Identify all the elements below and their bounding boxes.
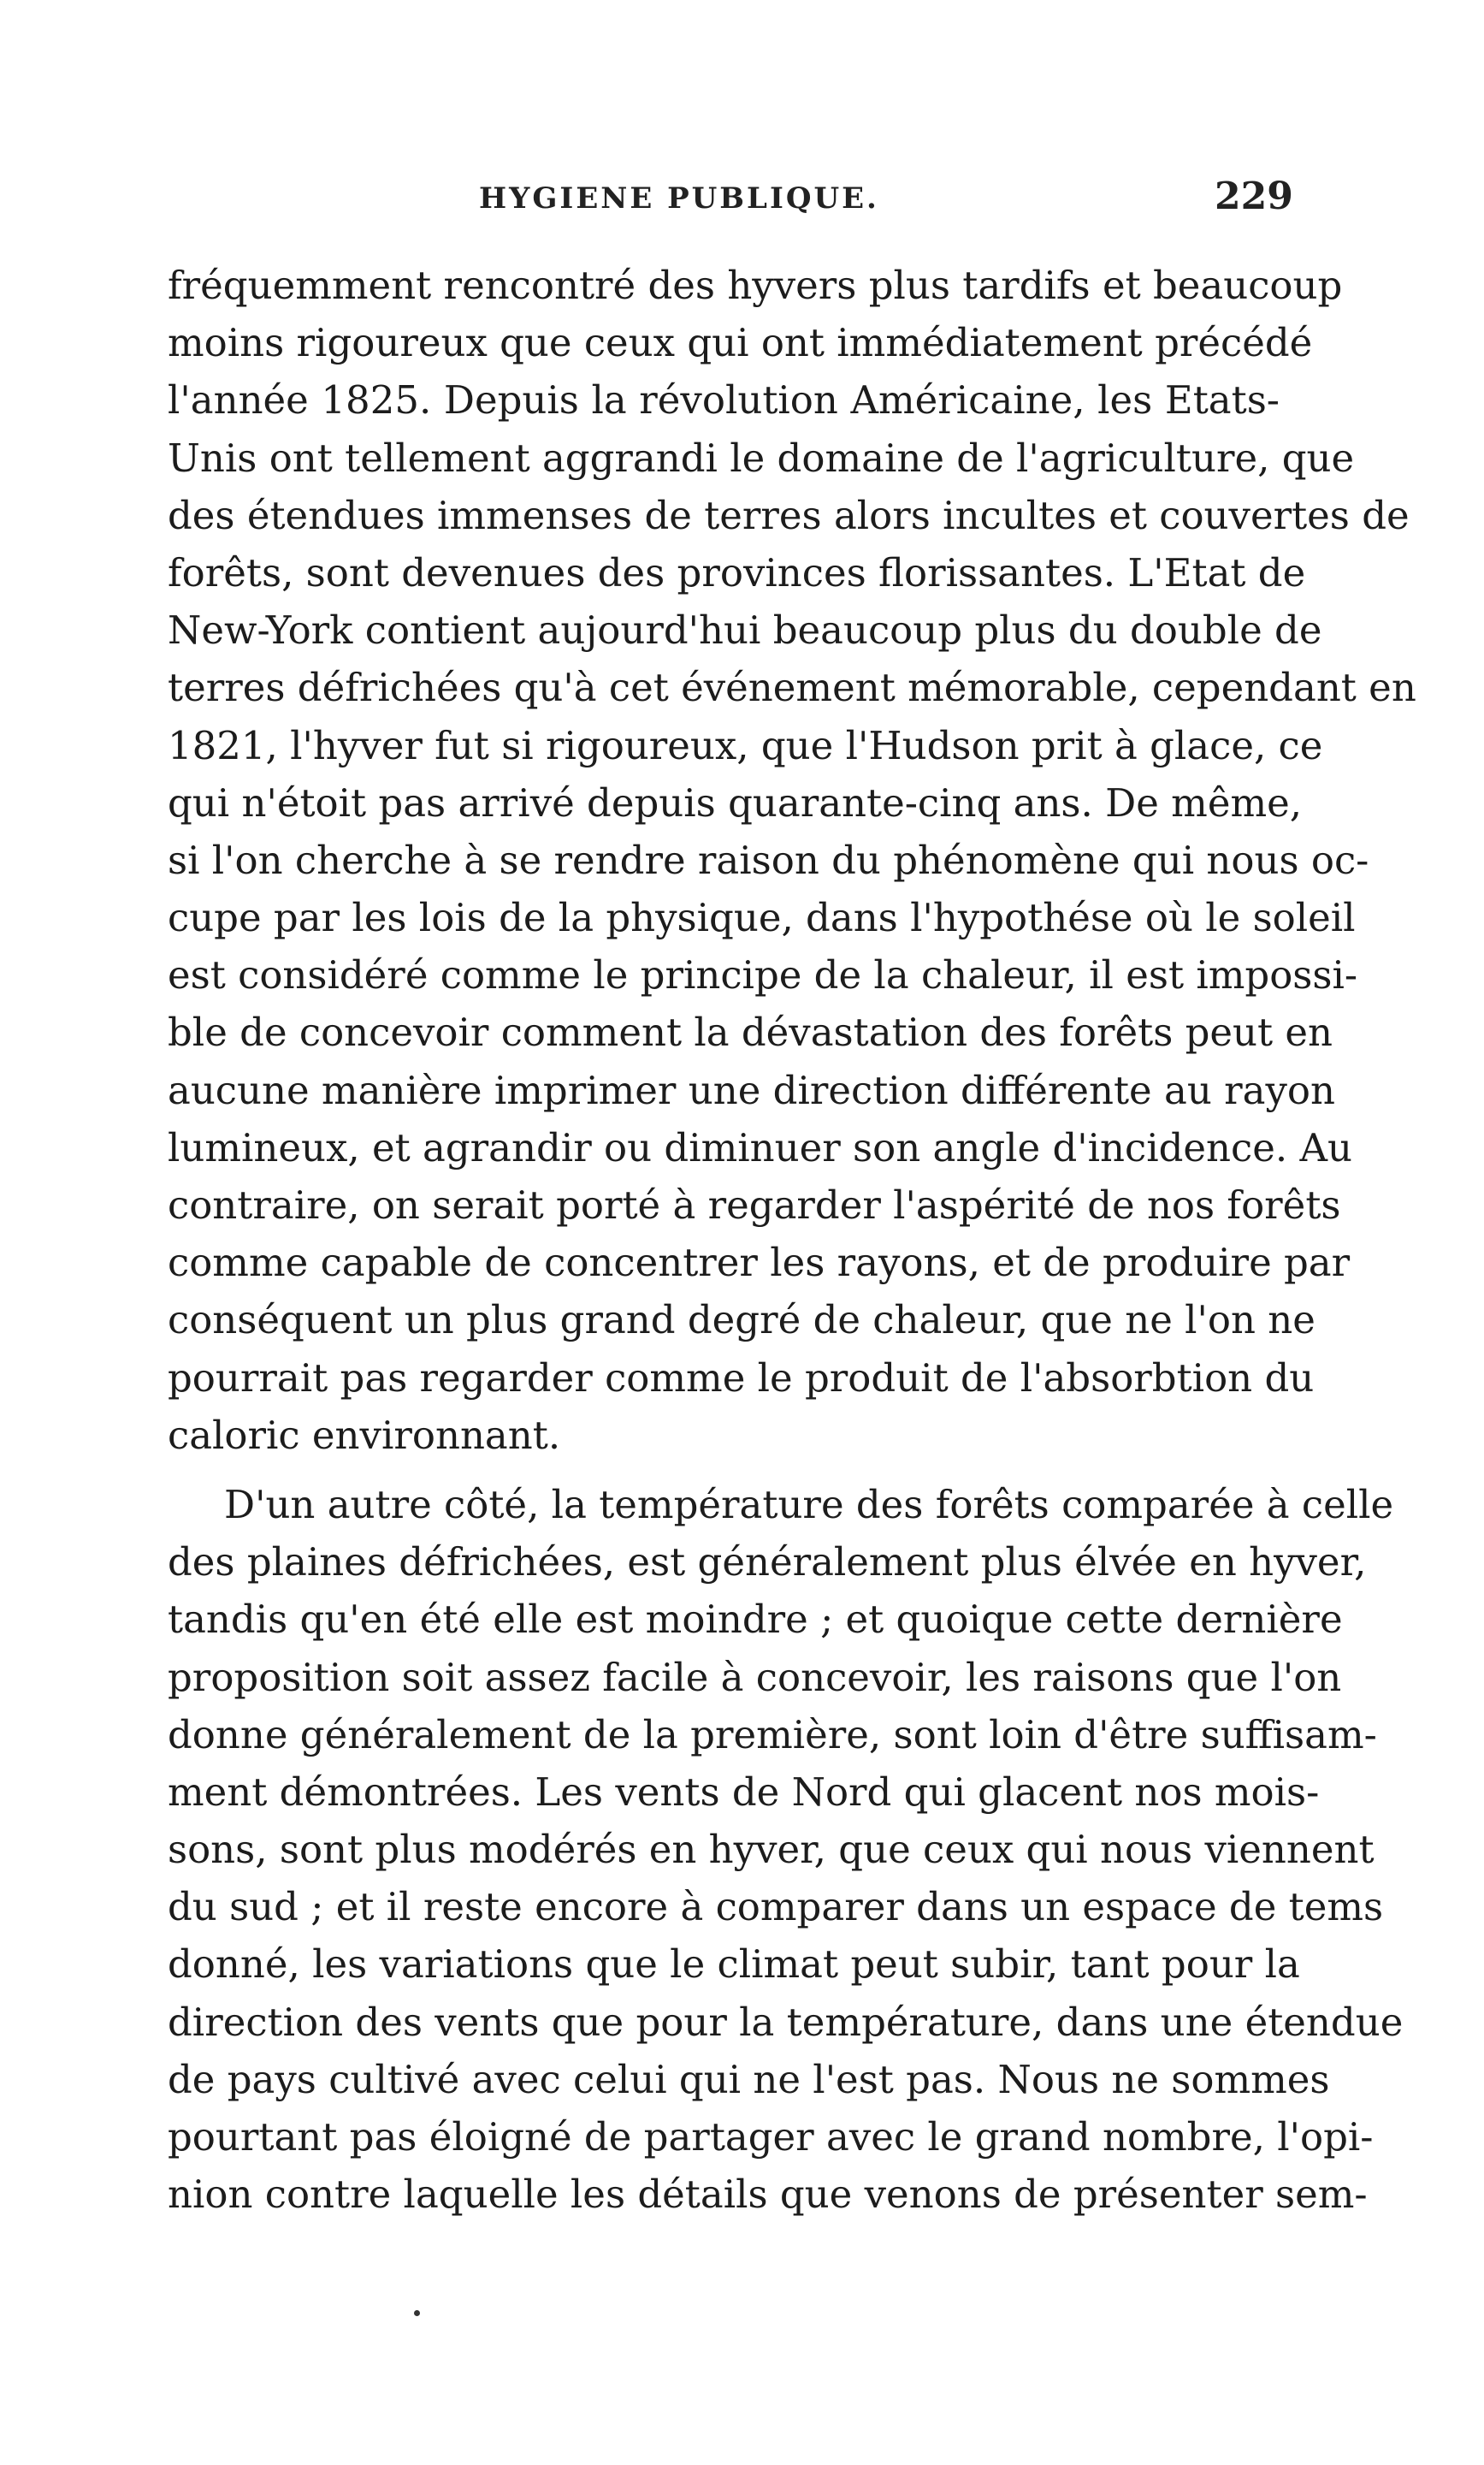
text-line: qui n'étoit pas arrivé depuis quarante-cinq ans. De même, (168, 779, 1303, 826)
text-line: tandis qu'en été elle est moindre ; et quoique cette dernière (168, 1597, 1343, 1643)
text-line: pourtant pas éloigné de partager avec le grand nombre, l'opi- (168, 2114, 1374, 2160)
text-line: New-York contient aujourd'hui beaucoup plus du double de (168, 607, 1322, 654)
text-line: contraire, on serait porté à regarder l'aspérité de nos forêts (168, 1182, 1341, 1228)
text-line: lumineux, et agrandir ou diminuer son angle d'incidence. Au (168, 1124, 1352, 1170)
text-line: du sud ; et il reste encore à comparer dans un espace de tems (168, 1884, 1384, 1930)
text-line: sons, sont plus modérés en hyver, que ceux qui nous viennent (168, 1827, 1375, 1873)
text-line: forêts, sont devenues des provinces florissantes. L'Etat de (168, 549, 1306, 596)
running-title: HYGIENE PUBLIQUE. (479, 181, 879, 216)
text-line: conséquent un plus grand degré de chaleur, que ne l'on ne (168, 1297, 1315, 1343)
text-line: des étendues immenses de terres alors incultes et couvertes de (168, 492, 1410, 538)
text-line: comme capable de concentrer les rayons, et de produire par (168, 1240, 1351, 1286)
text-line: ment démontrées. Les vents de Nord qui glacent nos mois- (168, 1769, 1320, 1815)
text-line: moins rigoureux que ceux qui ont immédiatement précédé (168, 320, 1313, 366)
text-line: pourrait pas regarder comme le produit de l'absorbtion du (168, 1354, 1315, 1401)
text-line: fréquemment rencontré des hyvers plus tardifs et beaucoup (168, 263, 1343, 308)
text-line: terres défrichées qu'à cet événement mémorable, cependant en (168, 665, 1416, 711)
text-line: de pays cultivé avec celui qui ne l'est pas. Nous ne sommes (168, 2056, 1330, 2102)
text-line: est considéré comme le principe de la chaleur, il est impossi- (168, 952, 1358, 998)
body-text (168, 257, 1416, 2223)
paragraph-gap (168, 1464, 1280, 1476)
text-line: direction des vents que pour la température, dans une étendue (168, 1999, 1404, 2045)
text-line: si l'on cherche à se rendre raison du phénomène qui nous oc- (168, 837, 1369, 883)
text-line: ble de concevoir comment la dévastation des forêts peut en (168, 1010, 1333, 1056)
text-line: l'année 1825. Depuis la révolution Américaine, les Etats- (168, 377, 1280, 424)
page-number: 229 (1215, 175, 1293, 218)
text-line: D'un autre côté, la température des forêts comparée à celle (224, 1481, 1394, 1527)
ink-speck (414, 2310, 420, 2316)
text-line: donne généralement de la première, sont loin d'être suffisam- (168, 1711, 1377, 1757)
text-line: donné, les variations que le climat peut subir, tant pour la (168, 1941, 1300, 1988)
text-line: proposition soit assez facile à concevoir, les raisons que l'on (168, 1654, 1342, 1700)
text-line: cupe par les lois de la physique, dans l'hypothése où le soleil (168, 895, 1356, 941)
text-line: Unis ont tellement aggrandi le domaine de l'agriculture, que (168, 435, 1355, 481)
text-line: des plaines défrichées, est généralement plus élvée en hyver, (168, 1539, 1367, 1585)
text-line: aucune manière imprimer une direction différente au rayon (168, 1067, 1335, 1113)
text-line: nion contre laquelle les détails que venons de présenter sem- (168, 2172, 1368, 2218)
text-line: caloric environnant. (168, 1412, 561, 1458)
text-line: 1821, l'hyver fut si rigoureux, que l'Hudson prit à glace, ce (168, 722, 1323, 768)
